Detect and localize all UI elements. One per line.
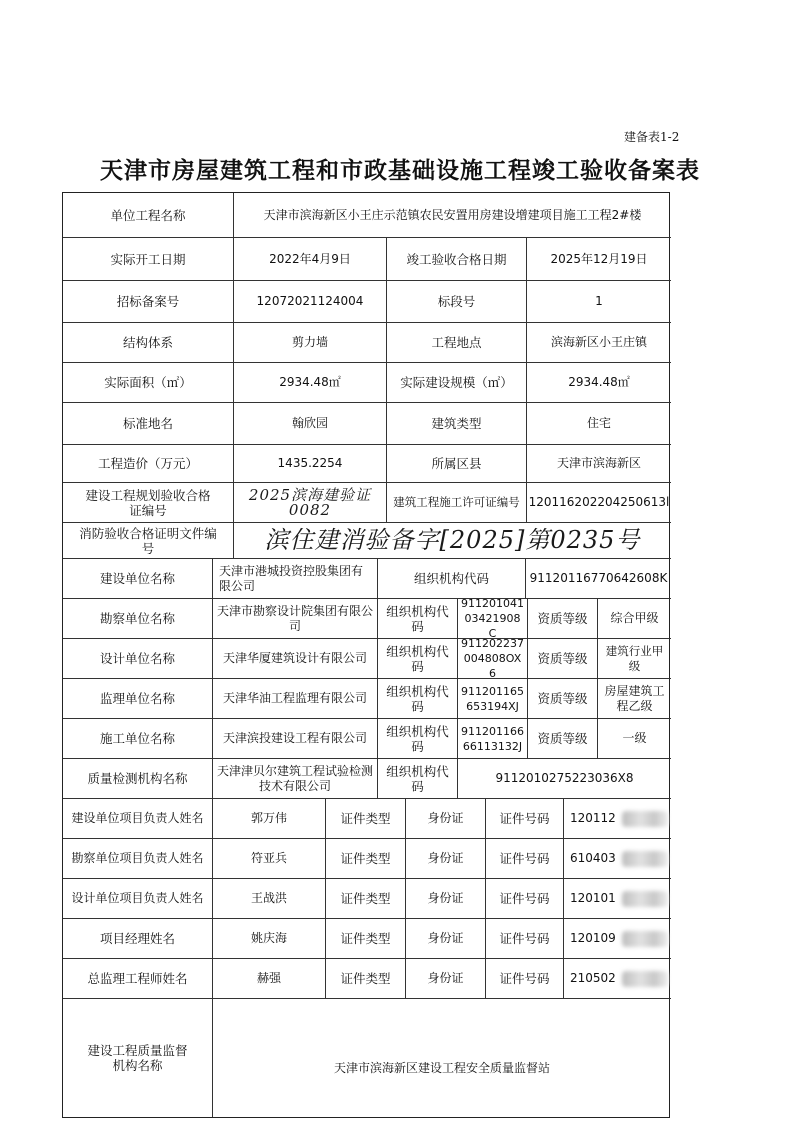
value-project-manager-idtype: 身份证 xyxy=(406,919,486,959)
label-start-date: 实际开工日期 xyxy=(63,238,234,281)
value-planning-cert: 2025滨海建验证0082 xyxy=(234,483,387,523)
value-survey-unit: 天津市勘察设计院集团有限公司 xyxy=(213,599,378,639)
redacted-mark xyxy=(622,811,668,827)
id-number-text: 120109 xyxy=(570,931,616,945)
value-section-no: 1 xyxy=(527,281,671,323)
label-person-survey-idnum: 证件号码 xyxy=(486,839,564,879)
value-construction-unit-code: 91120116770642608K xyxy=(526,559,671,599)
label-acceptance-date: 竣工验收合格日期 xyxy=(387,238,527,281)
label-person-construction: 建设单位项目负责人姓名 xyxy=(63,799,213,839)
label-design-qual: 资质等级 xyxy=(528,639,598,679)
value-testing-agency-code: 9112010275223036X8 xyxy=(458,759,671,799)
label-place-name: 标准地名 xyxy=(63,403,234,445)
value-construction-unit: 天津市港城投资控股集团有限公司 xyxy=(213,559,378,599)
value-person-survey-idnum xyxy=(564,839,671,879)
label-design-unit: 设计单位名称 xyxy=(63,639,213,679)
label-survey-unit-code: 组织机构代码 xyxy=(378,599,458,639)
label-person-survey-idtype: 证件类型 xyxy=(326,839,406,879)
value-design-unit-code: 911202237004808OX6 xyxy=(458,639,528,679)
value-testing-agency: 天津津贝尔建筑工程试验检测技术有限公司 xyxy=(213,759,378,799)
value-project-name: 天津市滨海新区小王庄示范镇农民安置用房建设增建项目施工工程2#楼 xyxy=(234,193,671,238)
label-design-unit-code: 组织机构代码 xyxy=(378,639,458,679)
value-person-design-idnum xyxy=(564,879,671,919)
label-planning-cert: 建设工程规划验收合格证编号 xyxy=(63,483,234,523)
label-construction-unit: 建设单位名称 xyxy=(63,559,213,599)
label-chief-supervisor-idnum: 证件号码 xyxy=(486,959,564,999)
value-project-manager: 姚庆海 xyxy=(213,919,326,959)
value-contractor-qual: 一级 xyxy=(598,719,671,759)
value-area: 2934.48㎡ xyxy=(234,363,387,403)
label-contractor-unit: 施工单位名称 xyxy=(63,719,213,759)
label-bid-record: 招标备案号 xyxy=(63,281,234,323)
label-person-design-idtype: 证件类型 xyxy=(326,879,406,919)
label-chief-supervisor: 总监理工程师姓名 xyxy=(63,959,213,999)
label-person-construction-idtype: 证件类型 xyxy=(326,799,406,839)
label-location: 工程地点 xyxy=(387,323,527,363)
value-person-design-idtype: 身份证 xyxy=(406,879,486,919)
value-survey-qual: 综合甲级 xyxy=(598,599,671,639)
redacted-mark xyxy=(622,891,668,907)
label-project-manager-idtype: 证件类型 xyxy=(326,919,406,959)
id-number-text: 120101 xyxy=(570,891,616,905)
value-chief-supervisor-idtype: 身份证 xyxy=(406,959,486,999)
label-section-no: 标段号 xyxy=(387,281,527,323)
label-person-design: 设计单位项目负责人姓名 xyxy=(63,879,213,919)
label-construction-permit: 建筑工程施工许可证编号 xyxy=(387,483,527,523)
label-survey-unit: 勘察单位名称 xyxy=(63,599,213,639)
value-building-type: 住宅 xyxy=(527,403,671,445)
label-testing-agency-code: 组织机构代码 xyxy=(378,759,458,799)
value-person-construction: 郭万伟 xyxy=(213,799,326,839)
value-person-survey-idtype: 身份证 xyxy=(406,839,486,879)
id-number-text: 610403 xyxy=(570,851,616,865)
label-chief-supervisor-idtype: 证件类型 xyxy=(326,959,406,999)
label-construction-unit-code: 组织机构代码 xyxy=(378,559,526,599)
value-contractor-unit-code: 91120116666113132J xyxy=(458,719,528,759)
value-person-survey: 符亚兵 xyxy=(213,839,326,879)
value-person-construction-idtype: 身份证 xyxy=(406,799,486,839)
label-project-name: 单位工程名称 xyxy=(63,193,234,238)
label-survey-qual: 资质等级 xyxy=(528,599,598,639)
value-district: 天津市滨海新区 xyxy=(527,445,671,483)
label-project-manager: 项目经理姓名 xyxy=(63,919,213,959)
value-chief-supervisor-idnum xyxy=(564,959,671,999)
label-district: 所属区县 xyxy=(387,445,527,483)
label-scale: 实际建设规模（㎡） xyxy=(387,363,527,403)
value-place-name: 翰欣园 xyxy=(234,403,387,445)
id-number-text: 120112 xyxy=(570,811,616,825)
value-cost: 1435.2254 xyxy=(234,445,387,483)
label-testing-agency: 质量检测机构名称 xyxy=(63,759,213,799)
value-start-date: 2022年4月9日 xyxy=(234,238,387,281)
value-supervision-unit: 天津华油工程监理有限公司 xyxy=(213,679,378,719)
value-construction-permit: 120116202204250613l xyxy=(527,483,671,523)
value-contractor-unit: 天津滨投建设工程有限公司 xyxy=(213,719,378,759)
label-supervision-unit-code: 组织机构代码 xyxy=(378,679,458,719)
label-supervision-agency: 建设工程质量监督机构名称 xyxy=(63,999,213,1117)
label-fire-cert: 消防验收合格证明文件编号 xyxy=(63,523,234,559)
value-design-qual: 建筑行业甲级 xyxy=(598,639,671,679)
value-supervision-unit-code: 911201165653194XJ xyxy=(458,679,528,719)
label-project-manager-idnum: 证件号码 xyxy=(486,919,564,959)
value-design-unit: 天津华厦建筑设计有限公司 xyxy=(213,639,378,679)
value-person-construction-idnum xyxy=(564,799,671,839)
label-structure: 结构体系 xyxy=(63,323,234,363)
label-building-type: 建筑类型 xyxy=(387,403,527,445)
value-acceptance-date: 2025年12月19日 xyxy=(527,238,671,281)
page-title: 天津市房屋建筑工程和市政基础设施工程竣工验收备案表 xyxy=(100,158,700,184)
value-person-design: 王战洪 xyxy=(213,879,326,919)
record-table xyxy=(62,192,670,1118)
id-number-text: 210502 xyxy=(570,971,616,985)
value-fire-cert: 滨住建消验备字[2025]第0235号 xyxy=(234,523,671,559)
redacted-mark xyxy=(622,851,668,867)
label-person-design-idnum: 证件号码 xyxy=(486,879,564,919)
value-supervision-qual: 房屋建筑工程乙级 xyxy=(598,679,671,719)
label-person-survey: 勘察单位项目负责人姓名 xyxy=(63,839,213,879)
value-supervision-agency: 天津市滨海新区建设工程安全质量监督站 xyxy=(333,1060,550,1075)
value-survey-unit-code: 91120104103421908C xyxy=(458,599,528,639)
label-area: 实际面积（㎡） xyxy=(63,363,234,403)
label-contractor-unit-code: 组织机构代码 xyxy=(378,719,458,759)
redacted-mark xyxy=(622,931,668,947)
redacted-mark xyxy=(622,971,668,987)
form-number: 建备表1-2 xyxy=(624,130,680,144)
label-supervision-qual: 资质等级 xyxy=(528,679,598,719)
label-person-construction-idnum: 证件号码 xyxy=(486,799,564,839)
label-contractor-qual: 资质等级 xyxy=(528,719,598,759)
value-chief-supervisor: 赫强 xyxy=(213,959,326,999)
value-structure: 剪力墙 xyxy=(234,323,387,363)
label-supervision-unit: 监理单位名称 xyxy=(63,679,213,719)
value-bid-record: 12072021124004 xyxy=(234,281,387,323)
value-location: 滨海新区小王庄镇 xyxy=(527,323,671,363)
label-cost: 工程造价（万元） xyxy=(63,445,234,483)
value-scale: 2934.48㎡ xyxy=(527,363,671,403)
value-project-manager-idnum xyxy=(564,919,671,959)
